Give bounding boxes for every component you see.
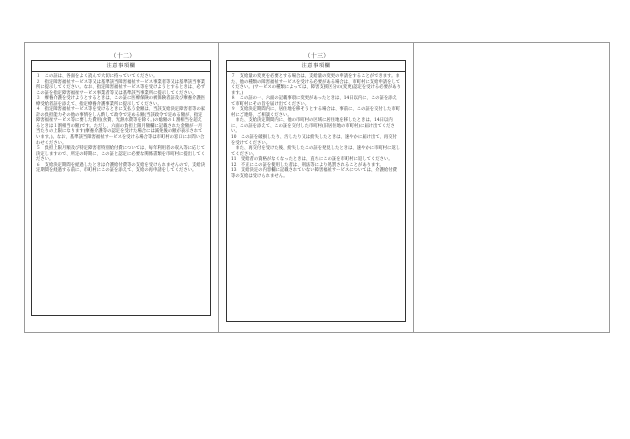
notice-paragraph: ３ 療養介護を受けようとするときは、この証に医療保険の被保険者証及び療養介護医療受給者証を添えて、指定療養介護事業所に提示してください。 — [36, 96, 206, 107]
page-number-right: （十三） — [304, 53, 330, 60]
notice-title-left: 注意事項欄 — [32, 61, 210, 72]
notice-box-left — [31, 60, 211, 316]
notice-paragraph: ４ 指定障害福祉サービス等を受けるときに支払う金額は、当該支給決定障害者等の家計の負担能力その他の事情をしん酌して政令で定める額(当該政令で定める額が、指定障害福祉サービス等に要した費用(食費、光熱水費等を除く。)の総額の１割相当を超えるときは１割相当の額)です。ただし、六面の負担上限月額欄に記載された金額が一月当たりの上限になります(療養介護等の認定を受けた場合には減免後の額が表示されています。)。なお、基準該当障害福祉サービスを受ける場合等は市町村の窓口にお問い合わせください。 — [36, 107, 206, 146]
notice-paragraph: 10 この証を破損したり、汚したり又は紛失したときは、速やかに届け出て、再交付を受けてください。 — [231, 135, 397, 146]
notice-paragraph: ５ 負担上限月額及び特定障害者特別給付費については、毎年利用者の収入等に応じて決定しますので、所定の時期に、この証と認定に必要な関係書類を市町村に提出してください。 — [36, 146, 206, 163]
notice-paragraph: １ この証は、各面をよく読んで大切に持っていてください。 — [36, 74, 158, 79]
notice-box-right — [226, 60, 406, 322]
notice-paragraph: ２ 指定障害福祉サービス等又は基準該当障害福祉サービス事業者等又は基準該当事業所に提示してください。なお、指定障害福祉サービス等を受けようとするときは、必ずこの証を指定障害福祉サービス事業者等又は基準該当事業所に提示してください。 — [36, 79, 206, 96]
notice-paragraph: 13 支給決定の内容欄に記載されていない障害福祉サービスについては、介護給付費等の支給は受けられません。 — [231, 168, 397, 179]
notice-body-right — [227, 72, 405, 179]
notice-paragraph: ６ 支給決定期間を経過したときは介護給付費等の支給を受けられませんので、支給決定期間を経過する前に、市町村にこの証を添えて、支給の再申請をしてください。 — [36, 162, 206, 174]
notice-paragraph: また、再交付を受けた後、紛失したこの証を発見したときは、速やかに市町村に返してください。 — [231, 146, 401, 157]
column-divider-right — [413, 43, 414, 332]
notice-paragraph: ８ この証の一、六面の記載事項に変更があったときは、14日以内に、この証を添えて市町村にその旨を届け出てください。 — [231, 96, 397, 107]
notice-paragraph: ７ 支給量の変更を必要とする場合は、支給量の変更の申請をすることができます。また、他の種類の障害福祉サービスを受ける必要がある場合は、市町村に支給申請をしてください。(サービスの種類によっては、障害支援区分の(変更)認定を受ける必要があります。) — [231, 74, 401, 96]
notice-body-left — [32, 72, 210, 174]
notice-paragraph: ９ 支給決定期間内に、居住地を移そうとする場合は、事前に、この証を交付した市町村にご連絡、ご相談ください。 — [231, 107, 401, 118]
notice-paragraph: また、支給決定期間内に、他の市町村の区域に居住地を移したときは、14日以内に、この証を添えて、この証を交付した市町村(旧居住地の市町村)に届け出てください。 — [231, 118, 395, 135]
notice-paragraph: 12 不正にこの証を使用した者は、刑法等により処罰されることがあります。 — [231, 162, 384, 168]
notice-paragraph: 11 受給者の資格がなくなったときは、直ちにこの証を市町村に返してください。 — [231, 157, 393, 163]
document-sheet — [24, 42, 610, 333]
column-divider-left — [218, 43, 219, 332]
notice-title-right: 注意事項欄 — [227, 61, 405, 72]
page-number-left: （十二） — [110, 53, 136, 60]
